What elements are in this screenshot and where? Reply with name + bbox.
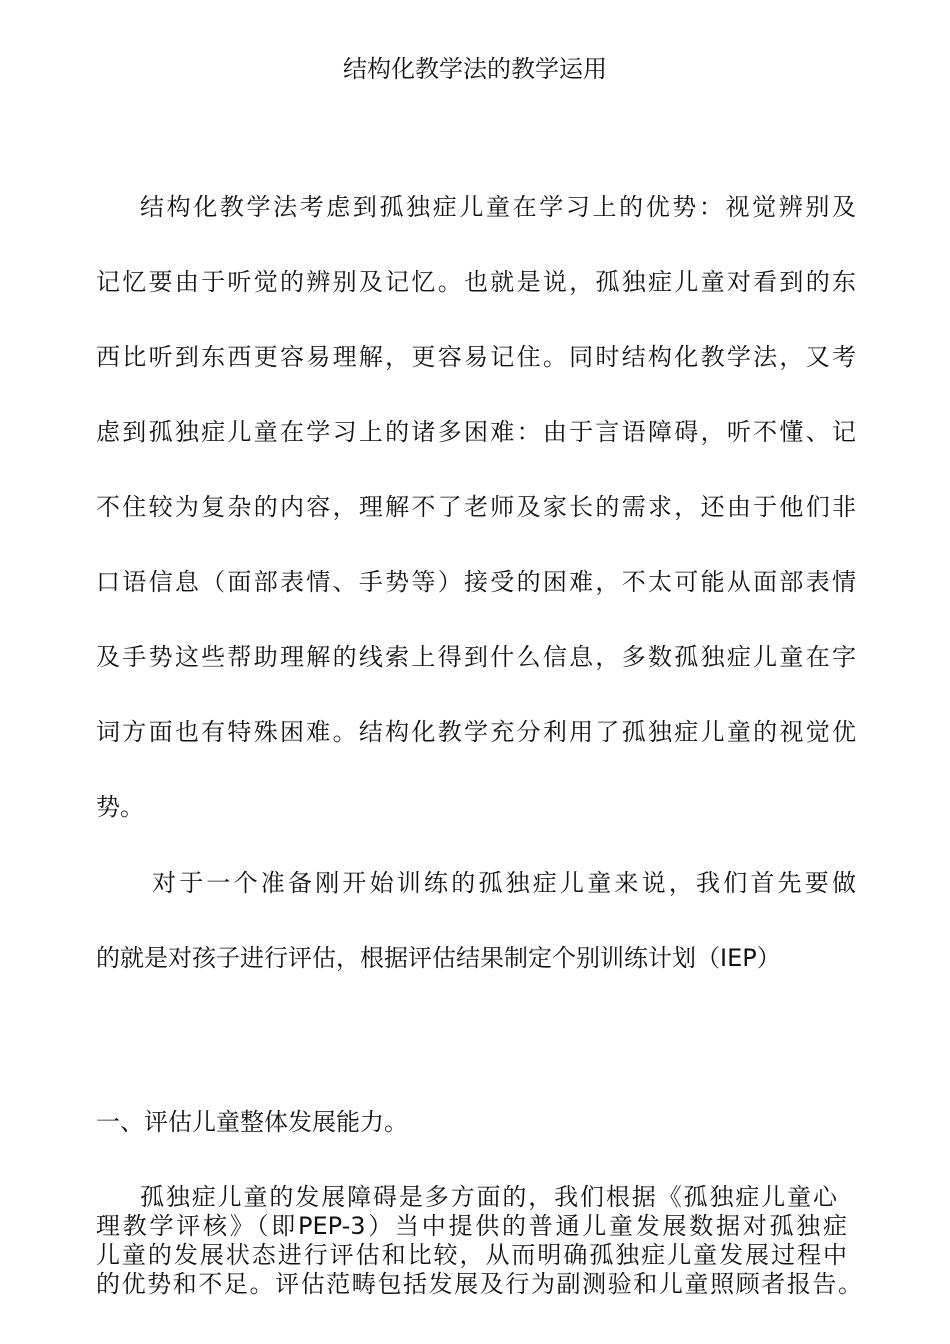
paragraph-line: 虑到孤独症儿童在学习上的诸多困难：由于言语障碍，听不懂、记 <box>96 418 856 446</box>
paragraph-line: 对于一个准备刚开始训练的孤独症儿童来说，我们首先要做 <box>152 869 856 897</box>
paragraph-line: 词方面也有特殊困难。结构化教学充分利用了孤独症儿童的视觉优 <box>96 718 856 746</box>
section-heading: 一、评估儿童整体发展能力。 <box>96 1108 408 1136</box>
paragraph-line: 口语信息（面部表情、手势等）接受的困难，不太可能从面部表情 <box>96 568 856 596</box>
paragraph-line: 理教学评核》（即PEP-3）当中提供的普通儿童发展数据对孤独症 <box>96 1212 847 1240</box>
paragraph-line: 结构化教学法考虑到孤独症儿童在学习上的优势：视觉辨别及 <box>140 193 856 221</box>
paragraph-line: 记忆要由于听觉的辨别及记忆。也就是说，孤独症儿童对看到的东 <box>96 268 856 296</box>
paragraph-line: 不住较为复杂的内容，理解不了老师及家长的需求，还由于他们非 <box>96 493 856 521</box>
paragraph-line: 的优势和不足。评估范畴包括发展及行为副测验和儿童照顾者报告。 <box>96 1270 862 1298</box>
paragraph-line: 的就是对孩子进行评估，根据评估结果制定个别训练计划（IEP） <box>96 944 781 972</box>
paragraph-line: 及手势这些帮助理解的线索上得到什么信息，多数孤独症儿童在字 <box>96 643 856 671</box>
paragraph-line: 儿童的发展状态进行评估和比较，从而明确孤独症儿童发展过程中 <box>96 1241 847 1269</box>
paragraph-line: 孤独症儿童的发展障碍是多方面的，我们根据《孤独症儿童心 <box>140 1183 837 1211</box>
paragraph-line: 势。 <box>96 793 144 821</box>
paragraph-line: 西比听到东西更容易理解，更容易记住。同时结构化教学法，又考 <box>96 343 856 371</box>
document-title: 结构化教学法的教学运用 <box>343 55 607 83</box>
